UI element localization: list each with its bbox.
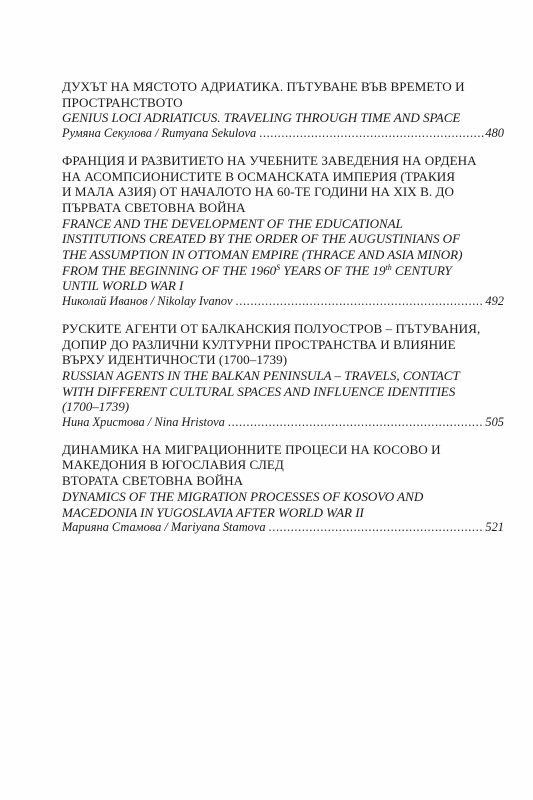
author-name: Румяна Секулова / Rumyana Sekulova (62, 126, 257, 141)
toc-entry (62, 79, 504, 142)
table-of-contents (62, 79, 504, 547)
author-name: Нина Христова / Nina Hristova (62, 415, 225, 430)
toc-entry (62, 321, 504, 431)
title-bg-line: МАКЕДОНИЯ В ЮГОСЛАВИЯ СЛЕД (62, 457, 284, 473)
title-en-segment: YEARS OF THE 19 (280, 262, 386, 278)
title-bg-line: ДИНАМИКА НА МИГРАЦИОННИТЕ ПРОЦЕСИ НА КОСОВО И (62, 441, 441, 457)
title-bg-line: ВЪРХУ ИДЕНТИЧНОСТИ (1700–1739) (62, 352, 288, 368)
page-number: 480 (485, 126, 504, 141)
title-bg-line: И МАЛА АЗИЯ) ОТ НАЧАЛОТО НА 60-ТЕ ГОДИНИ НА XIX В. ДО (62, 184, 455, 200)
title-en-line (62, 263, 504, 279)
title-en-line: UNTIL WORLD WAR I (62, 278, 184, 294)
title-bg-line: ДОПИР ДО РАЗЛИЧНИ КУЛТУРНИ ПРОСТРАНСТВА И ВЛИЯНИЕ (62, 336, 456, 352)
dot-leader (259, 126, 484, 142)
title-bg-line: ПЪРВАТА СВЕТОВНА ВОЙНА (62, 199, 246, 215)
dot-leader (236, 294, 485, 310)
title-bg-line: РУСКИТЕ АГЕНТИ ОТ БАЛКАНСКИЯ ПОЛУОСТРОВ – ПЪТУВАНИЯ, (62, 320, 481, 336)
superscript: S (276, 262, 281, 272)
title-en-line: INSTITUTIONS CREATED BY THE ORDER OF THE AUGUSTINIANS OF (62, 231, 461, 247)
title-en-line: WITH DIFFERENT CULTURAL SPACES AND INFLUENCE IDENTITIES (62, 383, 456, 399)
title-en-line: (1700–1739) (62, 399, 130, 415)
title-en-line: MACEDONIA IN YUGOSLAVIA AFTER WORLD WAR II (62, 504, 364, 520)
title-bg-line: ВТОРАТА СВЕТОВНА ВОЙНА (62, 473, 244, 489)
page-number: 492 (485, 294, 504, 309)
author-row (62, 415, 504, 431)
title-en-line: RUSSIAN AGENTS IN THE BALKAN PENINSULA – TRAVELS, CONTACT (62, 367, 460, 383)
superscript: th (385, 262, 392, 272)
author-name: Николай Иванов / Nikolay Ivanov (62, 294, 233, 309)
title-en-line: GENIUS LOCI ADRIATICUS. TRAVELING THROUGH TIME AND SPACE (62, 110, 461, 126)
title-en-line: THE ASSUMPTION IN OTTOMAN EMPIRE (THRACE AND ASIA MINOR) (62, 247, 463, 263)
title-en-line: DYNAMICS OF THE MIGRATION PROCESSES OF KOSOVO AND (62, 488, 424, 504)
toc-entry (62, 442, 504, 536)
dot-leader (228, 415, 485, 431)
title-bg-line: ДУХЪТ НА МЯСТОТО АДРИАТИКА. ПЪТУВАНЕ ВЪВ ВРЕМЕТО И (62, 79, 465, 94)
author-name: Марияна Стамова / Mariyana Stamova (62, 520, 266, 535)
title-bg-line: ПРОСТРАНСТВОТО (62, 94, 183, 110)
dot-leader (269, 520, 485, 536)
title-en-line: FRANCE AND THE DEVELOPMENT OF THE EDUCATIONAL (62, 215, 403, 231)
page-number: 521 (485, 520, 504, 535)
title-en-segment: FROM THE BEGINNING OF THE 1960 (62, 262, 277, 278)
author-row (62, 520, 504, 536)
title-en-segment: CENTURY (391, 262, 452, 278)
title-bg-line: ФРАНЦИЯ И РАЗВИТИЕТО НА УЧЕБНИТЕ ЗАВЕДЕНИЯ НА ОРДЕНА (62, 152, 477, 168)
page-number: 505 (485, 415, 504, 430)
author-row (62, 126, 504, 142)
toc-entry (62, 153, 504, 310)
title-bg-line: НА АСОМПСИОНИСТИТЕ В ОСМАНСКАТА ИМПЕРИЯ (ТРАКИЯ (62, 168, 456, 184)
author-row (62, 294, 504, 310)
